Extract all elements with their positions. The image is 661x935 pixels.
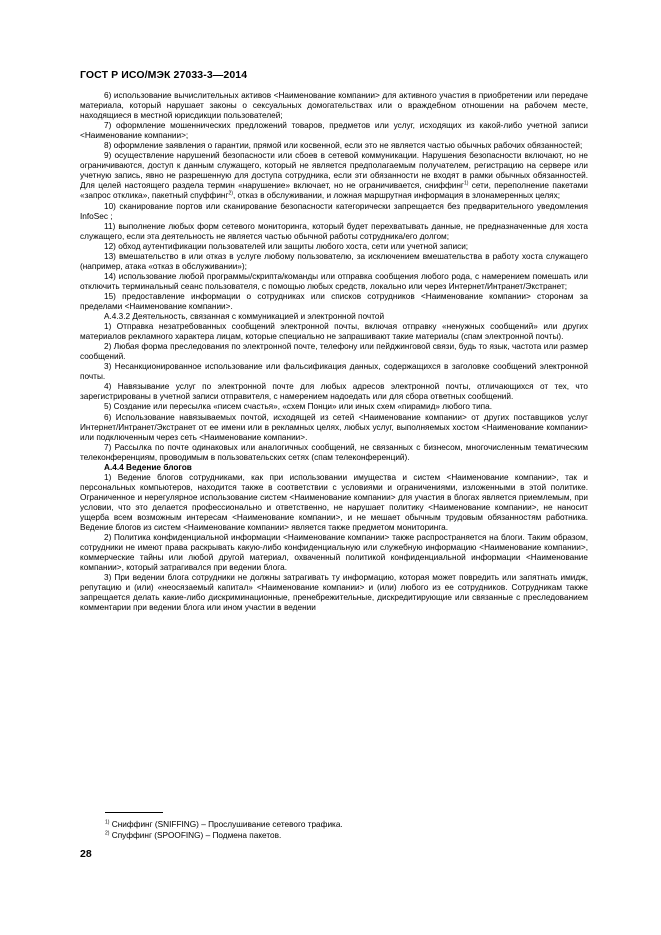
footnote-marker: 2) <box>105 830 110 837</box>
footnote-marker: 1) <box>105 819 110 826</box>
document-header: ГОСТ Р ИСО/МЭК 27033-3—2014 <box>80 69 248 81</box>
paragraph-item-13: 13) вмешательство в или отказ в услуге любому пользователю, за исключением вмешательства в работу хоста служащего (например, атака «отказ в обслуживании»); <box>80 251 588 271</box>
footnote-ref: 1) <box>463 180 469 187</box>
footnote-ref: 2) <box>228 190 233 197</box>
section-heading-a44: А.4.4 Ведение блогов <box>104 462 192 472</box>
document-body <box>80 91 588 613</box>
paragraph-item: 1) Ведение блогов сотрудниками, как при использовании имущества и систем <Наименование компании>, так и персональных компьютеров, находится также в соответствии с условиями и ограничениями, изложенными в этой политике. Ограниченное и нерегулярное использование систем <Наименование компании> для участия в блогах является приемлемым, при условии, что это делается профессионально и ответственно, не нарушает политику <Наименование компании>, не наносит ущерба всем возможным интересам <Наименование компании>, и не мешает обычным трудовым обязанностям работника. Ведение блогов из систем <Наименование компании> является также предметом мониторинга. <box>80 472 588 533</box>
paragraph-item: 5) Создание или пересылка «писем счастья», «схем Понци» или иных схем «пирамид» любого типа. <box>104 402 493 412</box>
paragraph-item: 2) Политика конфиденциальной информации <Наименование компании> также распространяется на блоги. Таким образом, сотрудники не имеют права раскрывать какую-либо конфиденциальную или служебную информацию <Наименование компании>, коммерческие тайны или любой другой материал, охваченный политикой конфиденциальной информации <Наименование компании>, который затрагивался при ведении блога. <box>80 533 588 573</box>
paragraph-item-12: 12) обход аутентификации пользователей или защиты любого хоста, сети или учетной записи; <box>104 241 469 251</box>
paragraph-item-8: 8) оформление заявления о гарантии, прямой или косвенной, если это не является частью обычных рабочих обязанностей; <box>104 141 583 151</box>
footnote-text: Спуффинг (SPOOFING) – Подмена пакетов. <box>109 831 282 840</box>
page-number: 28 <box>80 848 92 860</box>
footnote-text: Сниффинг (SNIFFING) – Прослушивание сетевого трафика. <box>109 820 343 829</box>
footnotes <box>105 819 343 841</box>
paragraph-item-10: 10) сканирование портов или сканирование безопасности категорически запрещается без предварительного уведомления InfoSec ; <box>80 201 588 221</box>
paragraph-item-15: 15) предоставление информации о сотрудниках или списков сотрудников <Наименование компании> сторонам за пределами <Наименование компании>. <box>80 291 588 311</box>
paragraph-item-6: 6) использование вычислительных активов <Наименование компании> для активного участия в приобретении или передаче материала, который нарушает законы о сексуальных домогательствах или о враждебном отношении на рабочем месте, находящиеся в местной юрисдикции пользователей; <box>80 91 588 121</box>
paragraph-text: , отказ в обслуживании, и ложная маршрутная информация в злонамеренных целях; <box>232 191 561 201</box>
paragraph-item-7: 7) оформление мошеннических предложений товаров, предметов или услуг, исходящих из какой-либо учетной записи <Наименование компании>; <box>80 121 588 141</box>
paragraph-item: 4) Навязывание услуг по электронной почте для любых адресов электронной почты, отличающихся от тех, что зарегистрированы в учетной записи отправителя, с намерением надоедать или для сбора ответных сообщений. <box>80 382 588 402</box>
footnote-divider <box>105 812 163 813</box>
paragraph-text: сети, переполнение пакетами «запрос отклика», пакетный спуффинг <box>80 181 588 201</box>
footnote-2 <box>105 830 343 841</box>
paragraph-item: 1) Отправка незатребованных сообщений электронной почты, включая отправку «ненужных сообщений» или других материалов рекламного характера лицам, которые специально не запрашивают такие материалы (спам электронной почты). <box>80 322 588 342</box>
paragraph-text: 9) осуществление нарушений безопасности или сбоев в сетевой коммуникации. Нарушения безопасности включают, но не ограничиваются, доступ к данным служащего, который не является предполагаемым получателем, регистрацию на сервере или учетную запись, явно не разрешенную для доступа сотрудника, если эти обязанности не входят в рамки обычных обязанностей. Для целей настоящего раздела термин «нарушение» включает, но не ограничивается, сниффинг <box>80 151 588 191</box>
section-heading-a432: А.4.3.2 Деятельность, связанная с коммуникацией и электронной почтой <box>104 312 385 322</box>
paragraph-item: 6) Использование навязываемых почтой, исходящей из сетей <Наименование компании> от других поставщиков услуг Интернет/Интранет/Экстранет от ее имени или в рекламных целях, любых услуг, выполняемых хостом <Наименование компании> или подключенным через сеть <Наименование компании>. <box>80 412 588 442</box>
paragraph-item: 7) Рассылка по почте одинаковых или аналогичных сообщений, не связанных с бизнесом, многочисленным тематическим телеконференциям, проводимым в пользовательских сетях (спам телеконференций). <box>80 442 588 462</box>
paragraph-item-9 <box>80 151 588 201</box>
paragraph-item: 2) Любая форма преследования по электронной почте, телефону или пейджинговой связи, будь то язык, частота или размер сообщений. <box>80 342 588 362</box>
paragraph-item-14: 14) использование любой программы/скрипта/команды или отправка сообщения любого рода, с намерением помешать или отключить терминальный сеанс пользователя, с помощью любых средств, локально или через Интернет/Интранет/Экстранет; <box>80 271 588 291</box>
paragraph-item: 3) При ведении блога сотрудники не должны затрагивать ту информацию, которая может повредить или запятнать имидж, репутацию и (или) «неосязаемый капитал» <Наименование компании> и (или) любого из ее сотрудников. Сотрудникам также запрещается делать какие-либо дискриминационные, пренебрежительные, дискредитирующие или связанные с преследованием комментарии при ведении блога или ином участии в ведении <box>80 573 588 613</box>
footnote-1 <box>105 819 343 830</box>
paragraph-item-11: 11) выполнение любых форм сетевого мониторинга, который будет перехватывать данные, не предназначенные для хоста служащего, если эта деятельность не является частью обычной работы сотрудника/его долгом; <box>80 221 588 241</box>
paragraph-item: 3) Несанкционированное использование или фальсификация данных, содержащихся в заголовке сообщений электронной почты. <box>80 362 588 382</box>
